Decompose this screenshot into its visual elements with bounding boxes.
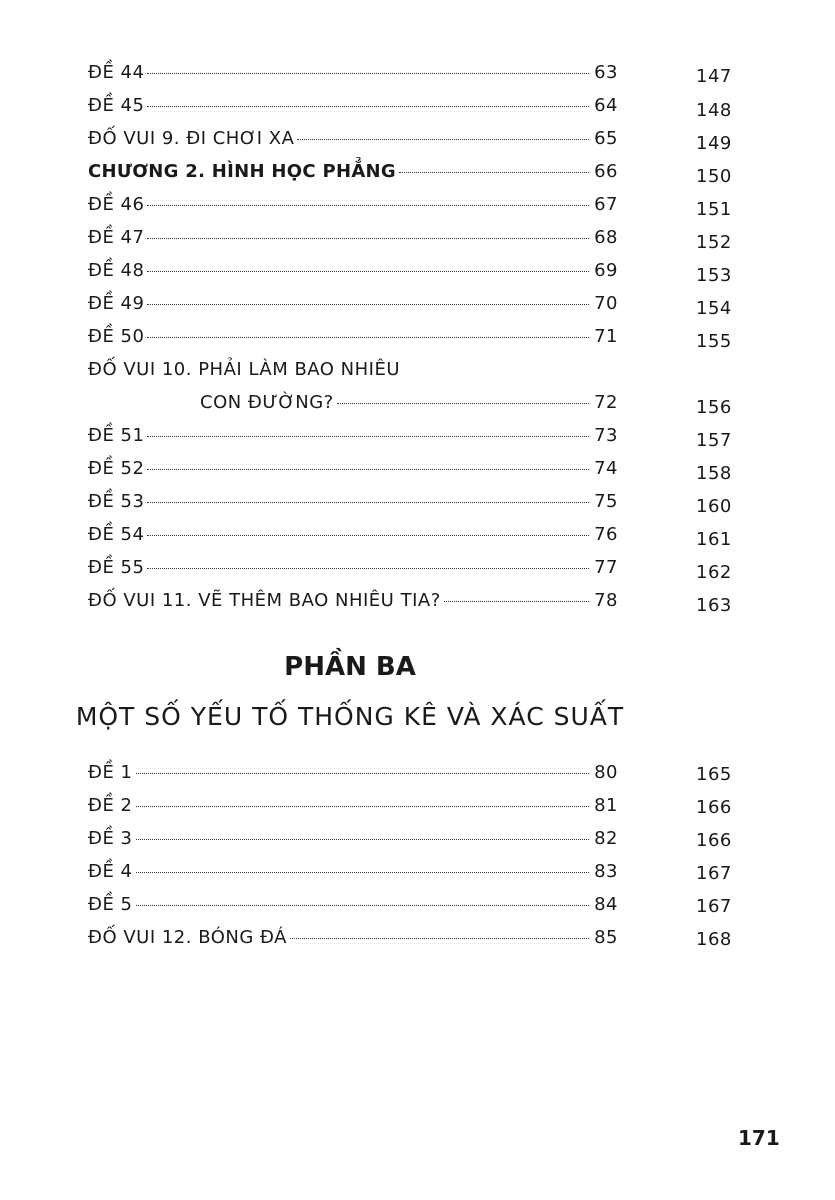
toc-entry-label: ĐỀ 52 [88, 458, 145, 479]
toc-entry-page: 85 [594, 927, 618, 948]
toc-entry-page: 78 [594, 590, 618, 611]
toc-entry-label: ĐỀ 47 [88, 227, 145, 248]
toc-entry-page: 67 [594, 194, 618, 215]
toc-entry-label: ĐỐ VUI 11. VẼ THÊM BAO NHIÊU TIA? [88, 590, 441, 611]
part-title: PHẦN BA [284, 652, 416, 682]
toc-entry-label: ĐỀ 2 [88, 795, 133, 816]
toc-entry[interactable] [88, 62, 618, 95]
leader-dots [147, 304, 589, 305]
toc-entry-page: 72 [594, 392, 618, 413]
toc-entry-label: ĐỀ 3 [88, 828, 133, 849]
toc-entry[interactable] [88, 194, 618, 227]
answer-page: 152 [696, 232, 732, 253]
toc-entry-label: ĐỀ 53 [88, 491, 145, 512]
answer-page: 153 [696, 265, 732, 286]
leader-dots [147, 568, 589, 569]
chapter-title: CHƯƠNG 2. HÌNH HỌC PHẲNG [88, 161, 396, 182]
leader-dots [147, 502, 589, 503]
toc-entry[interactable] [88, 458, 618, 491]
toc-entry-label: ĐỀ 55 [88, 557, 145, 578]
toc-entry[interactable] [88, 894, 618, 927]
leader-dots [147, 73, 589, 74]
answer-page: 150 [696, 166, 732, 187]
leader-dots [147, 238, 589, 239]
toc-entry-label: ĐỀ 1 [88, 762, 133, 783]
leader-dots [136, 872, 590, 873]
leader-dots [147, 337, 589, 338]
toc-entry-page: 80 [594, 762, 618, 783]
toc-entry-page: 68 [594, 227, 618, 248]
leader-dots [136, 839, 590, 840]
leader-dots [147, 271, 589, 272]
toc-entry-page: 77 [594, 557, 618, 578]
leader-dots [136, 905, 590, 906]
toc-entry-label: ĐỀ 44 [88, 62, 145, 83]
answer-page: 162 [696, 562, 732, 583]
leader-dots [136, 806, 590, 807]
toc-entry-label-line2: CON ĐƯỜNG? [200, 392, 334, 413]
leader-dots [147, 436, 589, 437]
toc-entry-label: ĐỀ 49 [88, 293, 145, 314]
part-subtitle: MỘT SỐ YẾU TỐ THỐNG KÊ VÀ XÁC SUẤT [75, 702, 625, 731]
toc-entry-page: 71 [594, 326, 618, 347]
toc-entry-label: ĐỀ 48 [88, 260, 145, 281]
toc-entry[interactable] [88, 557, 618, 590]
toc-entry[interactable] [88, 95, 618, 128]
toc-entry-page: 73 [594, 425, 618, 446]
leader-dots [136, 773, 590, 774]
toc-entry-page: 82 [594, 828, 618, 849]
answer-page: 167 [696, 863, 732, 884]
leader-dots [444, 601, 589, 602]
toc-entry-page: 66 [594, 161, 618, 182]
toc-entry-page: 70 [594, 293, 618, 314]
toc-entry-page: 84 [594, 894, 618, 915]
toc-entry-label: ĐỀ 50 [88, 326, 145, 347]
toc-entry[interactable] [88, 762, 618, 795]
page-number: 171 [738, 1126, 780, 1150]
toc-entry-label: ĐỀ 54 [88, 524, 145, 545]
answer-page: 168 [696, 929, 732, 950]
answer-page: 154 [696, 298, 732, 319]
toc-chapter-entry[interactable] [88, 161, 618, 194]
answer-page: 148 [696, 100, 732, 121]
toc-entry[interactable] [88, 590, 618, 623]
toc-entry-label: ĐỀ 51 [88, 425, 145, 446]
answer-page: 166 [696, 797, 732, 818]
toc-entry[interactable] [88, 227, 618, 260]
toc-entry-page: 83 [594, 861, 618, 882]
answer-page: 156 [696, 397, 732, 418]
toc-entry-label: ĐỐ VUI 12. BÓNG ĐÁ [88, 927, 287, 948]
toc-entry-page: 64 [594, 95, 618, 116]
toc-entry[interactable] [88, 524, 618, 557]
toc-entry-label: ĐỀ 45 [88, 95, 145, 116]
leader-dots [147, 469, 589, 470]
answer-page: 158 [696, 463, 732, 484]
toc-entry-page: 74 [594, 458, 618, 479]
toc-entry[interactable] [88, 828, 618, 861]
toc-entry[interactable] [200, 392, 618, 425]
leader-dots [399, 172, 589, 173]
leader-dots [147, 106, 589, 107]
toc-entry[interactable] [88, 861, 618, 894]
toc-entry-label: ĐỀ 46 [88, 194, 145, 215]
toc-entry[interactable] [88, 795, 618, 828]
answer-page: 147 [696, 66, 732, 87]
toc-entry-label: ĐỀ 5 [88, 894, 133, 915]
answer-page: 163 [696, 595, 732, 616]
answer-page: 160 [696, 496, 732, 517]
toc-entry-page: 65 [594, 128, 618, 149]
toc-entry-page: 69 [594, 260, 618, 281]
toc-entry[interactable] [88, 326, 618, 359]
leader-dots [147, 205, 589, 206]
leader-dots [290, 938, 589, 939]
leader-dots [147, 535, 589, 536]
toc-entry-page: 81 [594, 795, 618, 816]
answer-page: 155 [696, 331, 732, 352]
answer-page: 157 [696, 430, 732, 451]
toc-entry-label-line1[interactable]: ĐỐ VUI 10. PHẢI LÀM BAO NHIÊU [88, 359, 401, 380]
leader-dots [297, 139, 589, 140]
toc-entry[interactable] [88, 128, 618, 161]
toc-entry[interactable] [88, 293, 618, 326]
answer-page: 161 [696, 529, 732, 550]
answer-page: 165 [696, 764, 732, 785]
toc-entry-label: ĐỀ 4 [88, 861, 133, 882]
toc-entry[interactable] [88, 425, 618, 458]
answer-page: 149 [696, 133, 732, 154]
toc-entry-page: 75 [594, 491, 618, 512]
toc-entry-page: 76 [594, 524, 618, 545]
leader-dots [337, 403, 589, 404]
answer-page: 151 [696, 199, 732, 220]
toc-entry[interactable] [88, 260, 618, 293]
answer-page: 166 [696, 830, 732, 851]
toc-entry-label: ĐỐ VUI 9. ĐI CHƠI XA [88, 128, 295, 149]
toc-entry[interactable] [88, 927, 618, 960]
toc-entry-page: 63 [594, 62, 618, 83]
answer-page: 167 [696, 896, 732, 917]
toc-entry[interactable] [88, 491, 618, 524]
